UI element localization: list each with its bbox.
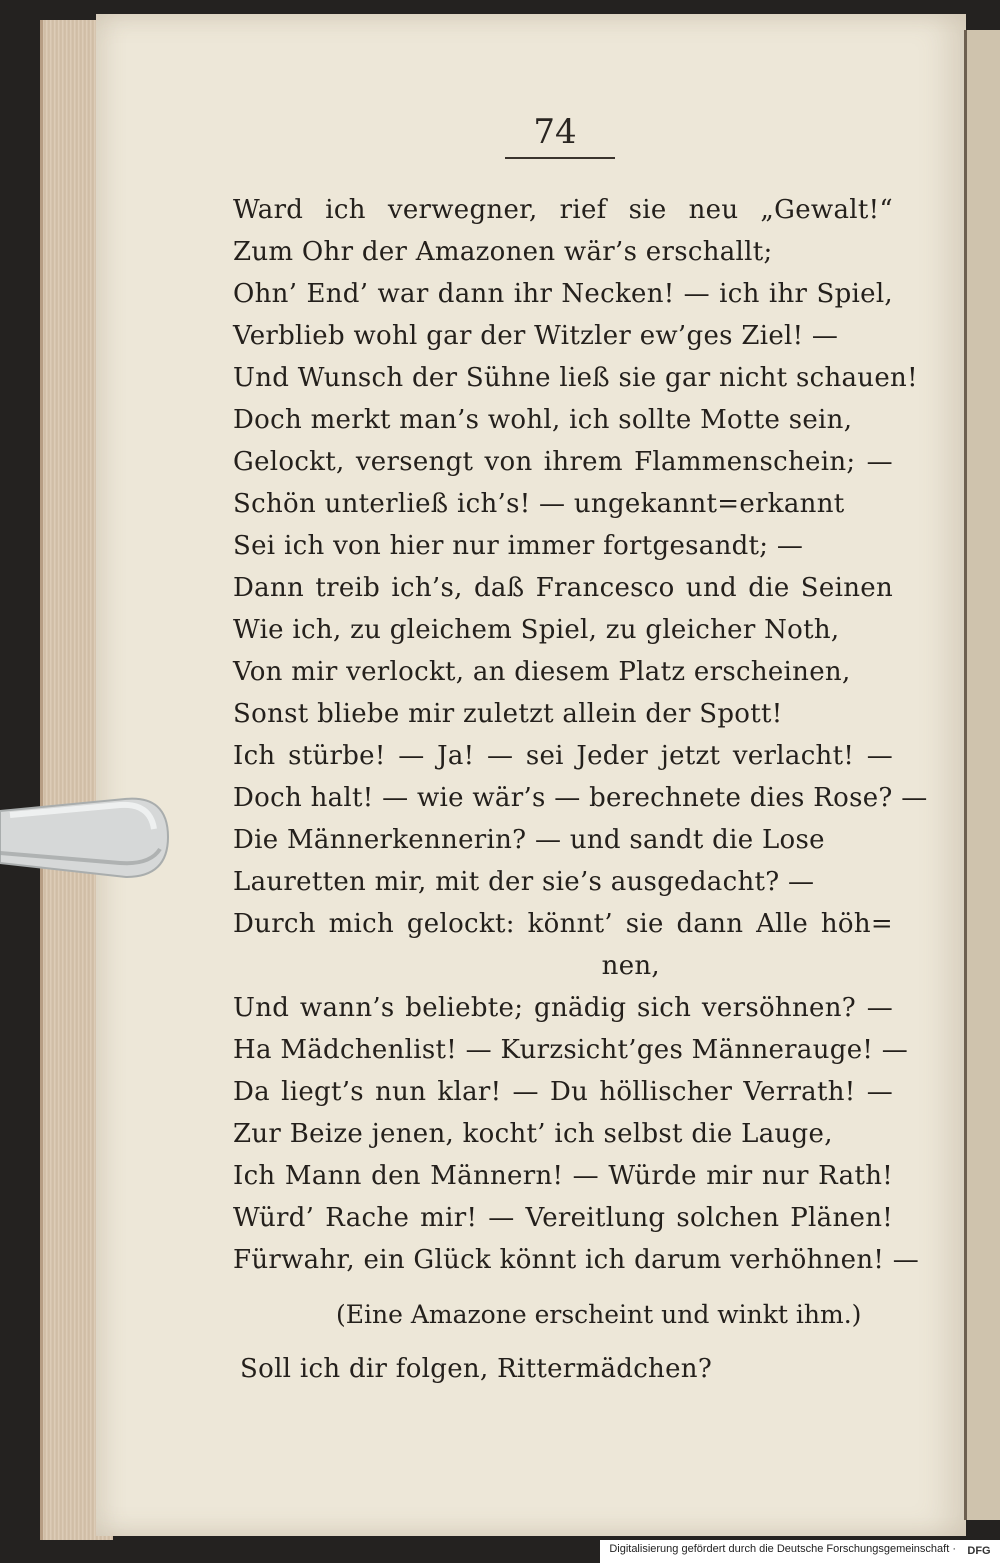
text-line: Wie ich, zu gleichem Spiel, zu gleicher Noth, — [233, 615, 840, 645]
text-line: Zur Beize jenen, kocht’ ich selbst die Lauge, — [233, 1119, 833, 1149]
text-line: Gelockt, versengt von ihrem Flammenschein; — — [233, 447, 893, 477]
text-line: Sonst bliebe mir zuletzt allein der Spott! — [233, 699, 783, 729]
text-line: Schön unterließ ich’s! — ungekannt=erkannt — [233, 489, 845, 519]
text-line: Ich Mann den Männern! — Würde mir nur Rath! — [233, 1161, 893, 1191]
text-line: Sei ich von hier nur immer fortgesandt; — — [233, 531, 804, 561]
text-line: Lauretten mir, mit der sie’s ausgedacht? — — [233, 867, 815, 897]
footer-credit: Digitalisierung gefördert durch die Deutsche Forschungsgemeinschaft · — [609, 1543, 956, 1555]
facing-page-edge — [964, 30, 1000, 1520]
text-line: Verblieb wohl gar der Witzler ew’ges Ziel! — — [233, 321, 839, 351]
text-line: Von mir verlockt, an diesem Platz erscheinen, — [233, 657, 851, 687]
text-line: Dann treib ich’s, daß Francesco und die Seinen — [233, 573, 893, 603]
text-line: Ha Mädchenlist! — Kurzsicht’ges Männerauge! — — [233, 1035, 909, 1065]
text-line: Doch merkt man’s wohl, ich sollte Motte sein, — [233, 405, 853, 435]
page-clip — [0, 793, 170, 885]
text-line: Ohn’ End’ war dann ihr Necken! — ich ihr Spiel, — [233, 279, 893, 309]
final-line: Soll ich dir folgen, Rittermädchen? — [240, 1354, 713, 1384]
dfg-logo-icon — [962, 1542, 996, 1558]
text-line-continuation: nen, — [601, 951, 660, 981]
text-line: Zum Ohr der Amazonen wär’s erschallt; — [233, 237, 773, 267]
text-line: Doch halt! — wie wär’s — berechnete dies Rose? — — [233, 783, 928, 813]
text-line: Die Männerkennerin? — und sandt die Lose — [233, 825, 825, 855]
text-line: Da liegt’s nun klar! — Du höllischer Verrath! — — [233, 1077, 893, 1107]
dfg-logo-text: DFG — [967, 1545, 991, 1557]
page-number: 74 — [533, 112, 577, 152]
text-line: Und Wunsch der Sühne ließ sie gar nicht schauen! — [233, 363, 918, 393]
text-line: Und wann’s beliebte; gnädig sich versöhnen? — — [233, 993, 893, 1023]
text-line: Fürwahr, ein Glück könnt ich darum verhöhnen! — — [233, 1245, 920, 1275]
text-line: Ward ich verwegner, rief sie neu „Gewalt!“ — [233, 195, 893, 225]
page-number-rule — [505, 157, 615, 159]
text-line: Durch mich gelockt: könnt’ sie dann Alle höh= — [233, 909, 893, 939]
stage-direction: (Eine Amazone erscheint und winkt ihm.) — [336, 1300, 862, 1329]
text-line: Würd’ Rache mir! — Vereitlung solchen Plänen! — [233, 1203, 893, 1233]
text-line: Ich stürbe! — Ja! — sei Jeder jetzt verlacht! — — [233, 741, 893, 771]
